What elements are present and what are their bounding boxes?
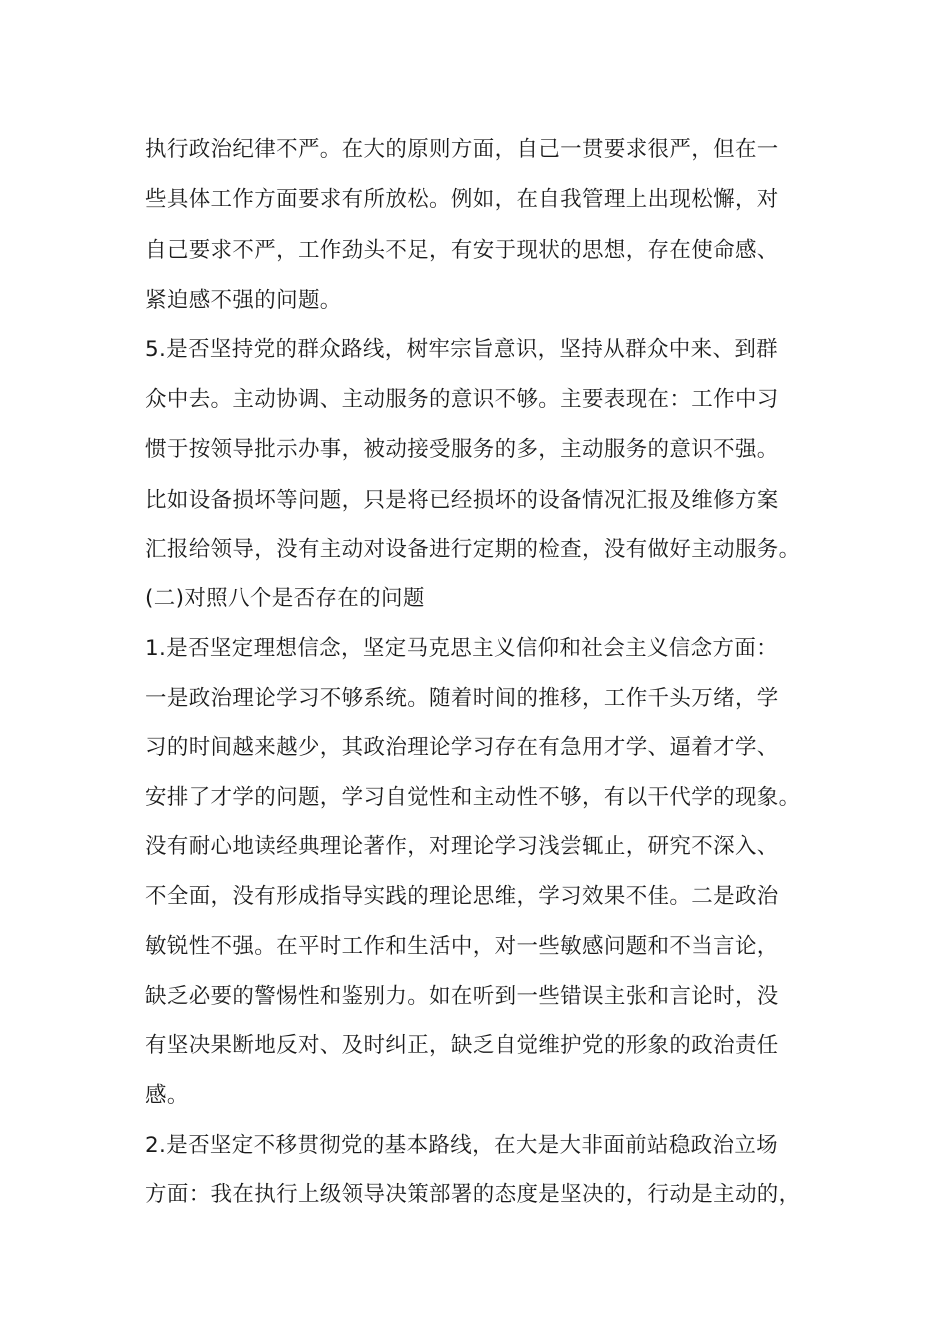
section-heading-1: 1.是否坚定理想信念，坚定马克思主义信仰和社会主义信念方面：	[145, 636, 779, 661]
text-line: 惯于按领导批示办事，被动接受服务的多，主动服务的意识不强。	[145, 437, 779, 462]
text-line: 汇报给领导，没有主动对设备进行定期的检查，没有做好主动服务。	[145, 537, 801, 562]
text-line: 感。	[145, 1083, 189, 1108]
text-line: 执行政治纪律不严。在大的原则方面，自己一贯要求很严，但在一	[145, 137, 779, 162]
text-line: 比如设备损坏等问题，只是将已经损坏的设备情况汇报及维修方案	[145, 488, 779, 513]
text-line: 不全面，没有形成指导实践的理论思维，学习效果不佳。二是政治	[145, 884, 779, 909]
text-line: 没有耐心地读经典理论著作，对理论学习浅尝辄止，研究不深入、	[145, 834, 779, 859]
text-line: 些具体工作方面要求有所放松。例如，在自我管理上出现松懈，对	[145, 187, 779, 212]
section-heading-5: 5.是否坚持党的群众路线，树牢宗旨意识，坚持从群众中来、到群	[145, 337, 779, 362]
text-line: 安排了才学的问题，学习自觉性和主动性不够，有以干代学的现象。	[145, 785, 801, 810]
section-heading-2: 2.是否坚定不移贯彻党的基本路线，在大是大非面前站稳政治立场	[145, 1133, 779, 1158]
text-line: 敏锐性不强。在平时工作和生活中，对一些敏感问题和不当言论，	[145, 934, 779, 959]
text-line: 众中去。主动协调、主动服务的意识不够。主要表现在：工作中习	[145, 387, 779, 412]
text-line: 缺乏必要的警惕性和鉴别力。如在听到一些错误主张和言论时，没	[145, 984, 779, 1009]
text-line: 自己要求不严，工作劲头不足，有安于现状的思想，存在使命感、	[145, 238, 779, 263]
text-line: 一是政治理论学习不够系统。随着时间的推移，工作千头万绪，学	[145, 686, 779, 711]
text-line: 有坚决果断地反对、及时纠正，缺乏自觉维护党的形象的政治责任	[145, 1033, 779, 1058]
text-line: 紧迫感不强的问题。	[145, 288, 342, 313]
text-line: 习的时间越来越少，其政治理论学习存在有急用才学、逼着才学、	[145, 735, 779, 760]
subsection-heading: (二)对照八个是否存在的问题	[145, 586, 425, 611]
text-line: 方面：我在执行上级领导决策部署的态度是坚决的，行动是主动的，	[145, 1182, 801, 1207]
